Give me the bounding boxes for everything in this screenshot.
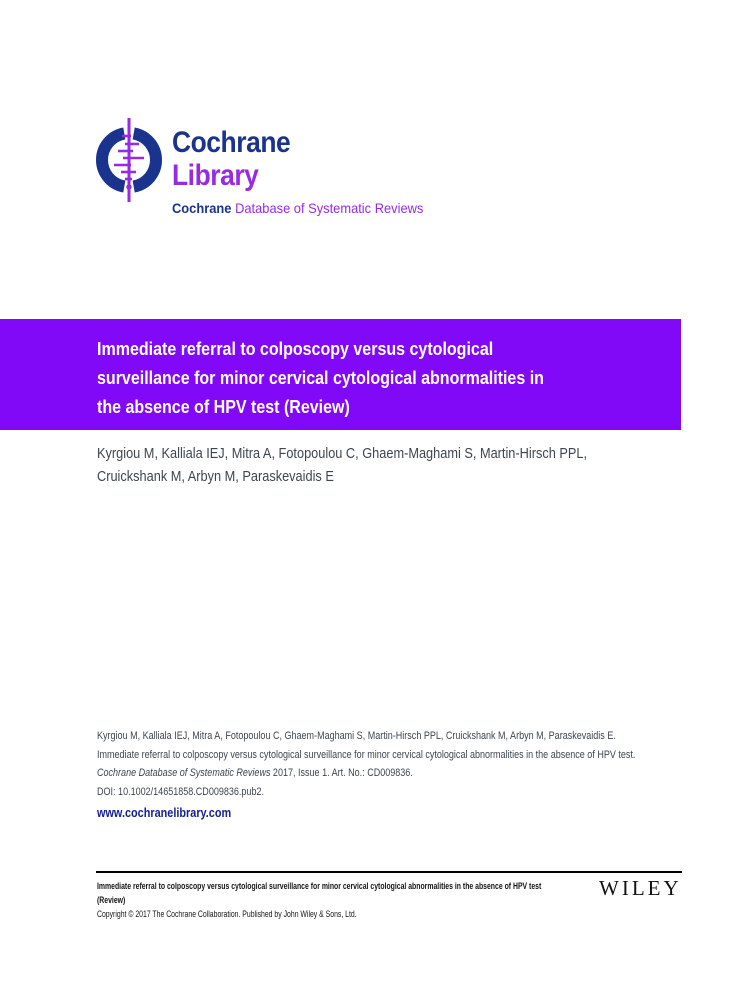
citation-doi: DOI: 10.1002/14651858.CD009836.pub2. xyxy=(97,785,265,798)
brand-wordmark-library: Library xyxy=(172,159,259,192)
brand-wordmark xyxy=(172,126,290,192)
footer-running-title-line-2: (Review) xyxy=(97,895,126,905)
review-title-line-2: surveillance for minor cervical cytological abnormalities in xyxy=(97,368,544,388)
brand-wordmark-cochrane: Cochrane xyxy=(172,126,291,159)
review-title xyxy=(97,335,544,422)
tagline-database: Database of Systematic Reviews xyxy=(235,200,424,216)
authors-line-1: Kyrgiou M, Kalliala IEJ, Mitra A, Fotopoulou C, Ghaem-Maghami S, Martin-Hirsch PPL, xyxy=(97,446,588,462)
citation-authors: Kyrgiou M, Kalliala IEJ, Mitra A, Fotopoulou C, Ghaem-Maghami S, Martin-Hirsch PPL, Cruickshank M, Arbyn M, Paraskevaidis E. xyxy=(97,730,616,742)
wiley-logo: WILEY xyxy=(599,876,682,900)
cochrane-logo-icon xyxy=(96,116,162,204)
title-banner xyxy=(0,319,681,430)
authors-line-2: Cruickshank M, Arbyn M, Paraskevaidis E xyxy=(97,468,334,485)
footer-running-title-line-1: Immediate referral to colposcopy versus cytological surveillance for minor cervical cytological abnormalities in the absence of HPV test xyxy=(97,881,542,891)
citation-journal-line xyxy=(97,764,635,783)
citation-journal: Cochrane Database of Systematic Reviews xyxy=(97,767,271,780)
citation-title: Immediate referral to colposcopy versus cytological surveillance for minor cervical cytological abnormalities in the absence of HPV test. xyxy=(97,748,636,761)
footer-copyright: Copyright © 2017 The Cochrane Collaboration. Published by John Wiley & Sons, Ltd. xyxy=(97,909,357,919)
tagline-cochrane: Cochrane xyxy=(172,200,232,216)
authors-list xyxy=(97,443,587,488)
citation-block xyxy=(97,727,753,801)
citation-issue: 2017, Issue 1. Art. No.: CD009836. xyxy=(272,767,413,780)
review-title-line-3: the absence of HPV test (Review) xyxy=(97,397,350,417)
database-tagline xyxy=(172,200,423,216)
footer-divider xyxy=(96,871,682,873)
cochranelibrary-link[interactable]: www.cochranelibrary.com xyxy=(97,806,232,820)
review-title-line-1: Immediate referral to colposcopy versus cytological xyxy=(97,339,494,359)
